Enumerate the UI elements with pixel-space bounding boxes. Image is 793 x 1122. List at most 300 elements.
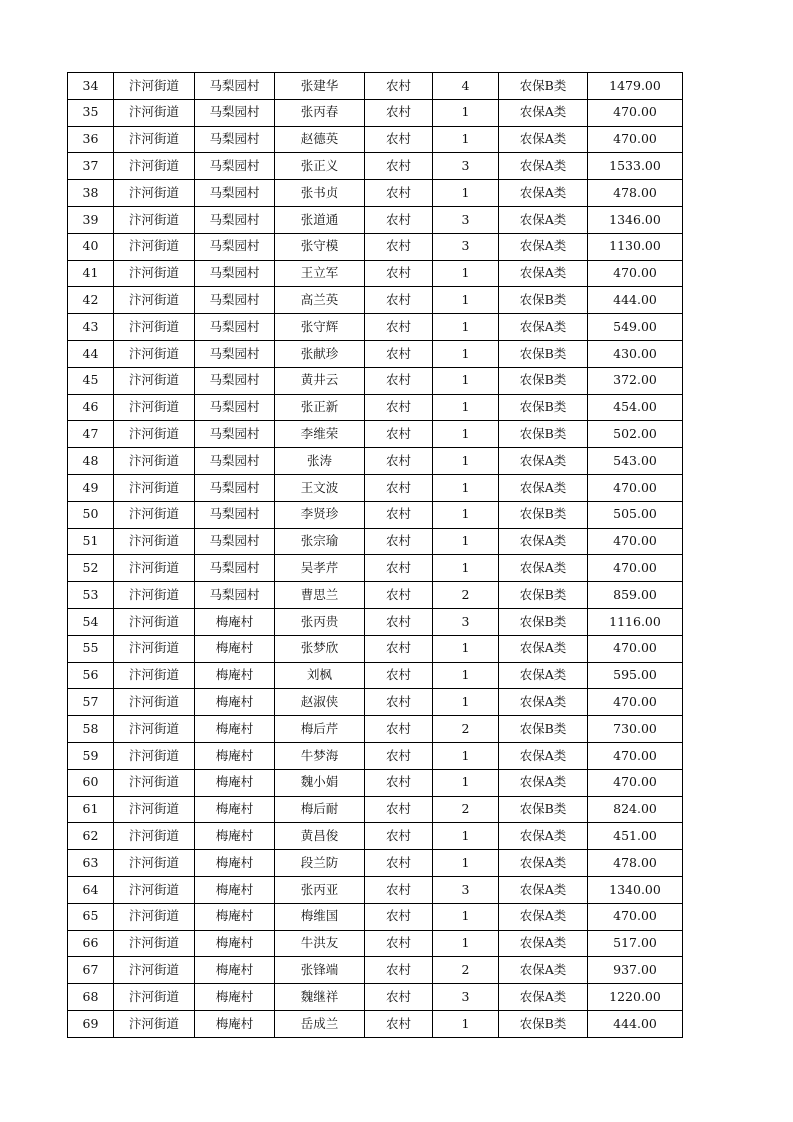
household-size-cell: 4 xyxy=(433,73,499,100)
household-type-cell: 农村 xyxy=(365,153,433,180)
monthly-amount-cell: 470.00 xyxy=(588,99,683,126)
assistance-category-cell: 农保B类 xyxy=(499,340,588,367)
village-cell: 梅庵村 xyxy=(195,689,275,716)
subdistrict-cell: 汴河街道 xyxy=(114,903,195,930)
household-size-cell: 1 xyxy=(433,448,499,475)
assistance-category-cell: 农保A类 xyxy=(499,742,588,769)
monthly-amount-cell: 451.00 xyxy=(588,823,683,850)
table-row xyxy=(68,180,683,207)
village-cell: 马梨园村 xyxy=(195,474,275,501)
household-size-cell: 2 xyxy=(433,957,499,984)
assistance-category-cell: 农保B类 xyxy=(499,367,588,394)
village-cell: 马梨园村 xyxy=(195,260,275,287)
household-size-cell: 1 xyxy=(433,689,499,716)
recipient-name-cell: 梅维国 xyxy=(275,903,365,930)
household-size-cell: 1 xyxy=(433,662,499,689)
row-number-cell: 40 xyxy=(68,233,114,260)
subdistrict-cell: 汴河街道 xyxy=(114,582,195,609)
row-number-cell: 43 xyxy=(68,314,114,341)
recipient-name-cell: 赵淑侠 xyxy=(275,689,365,716)
table-row xyxy=(68,314,683,341)
village-cell: 马梨园村 xyxy=(195,448,275,475)
recipient-name-cell: 黄井云 xyxy=(275,367,365,394)
household-type-cell: 农村 xyxy=(365,555,433,582)
household-size-cell: 3 xyxy=(433,153,499,180)
monthly-amount-cell: 430.00 xyxy=(588,340,683,367)
monthly-amount-cell: 372.00 xyxy=(588,367,683,394)
monthly-amount-cell: 505.00 xyxy=(588,501,683,528)
household-type-cell: 农村 xyxy=(365,957,433,984)
monthly-amount-cell: 730.00 xyxy=(588,716,683,743)
subdistrict-cell: 汴河街道 xyxy=(114,206,195,233)
row-number-cell: 63 xyxy=(68,850,114,877)
table-row xyxy=(68,126,683,153)
table-row xyxy=(68,823,683,850)
recipient-name-cell: 张宗瑜 xyxy=(275,528,365,555)
recipient-name-cell: 张建华 xyxy=(275,73,365,100)
table-row xyxy=(68,448,683,475)
village-cell: 马梨园村 xyxy=(195,287,275,314)
table-row xyxy=(68,73,683,100)
monthly-amount-cell: 470.00 xyxy=(588,689,683,716)
household-type-cell: 农村 xyxy=(365,99,433,126)
village-cell: 马梨园村 xyxy=(195,582,275,609)
village-cell: 梅庵村 xyxy=(195,796,275,823)
row-number-cell: 61 xyxy=(68,796,114,823)
row-number-cell: 47 xyxy=(68,421,114,448)
recipient-name-cell: 张梦欣 xyxy=(275,635,365,662)
row-number-cell: 37 xyxy=(68,153,114,180)
household-type-cell: 农村 xyxy=(365,206,433,233)
assistance-category-cell: 农保A类 xyxy=(499,126,588,153)
village-cell: 梅庵村 xyxy=(195,635,275,662)
table-row xyxy=(68,608,683,635)
household-type-cell: 农村 xyxy=(365,582,433,609)
subdistrict-cell: 汴河街道 xyxy=(114,99,195,126)
village-cell: 梅庵村 xyxy=(195,769,275,796)
household-type-cell: 农村 xyxy=(365,448,433,475)
recipient-name-cell: 张守辉 xyxy=(275,314,365,341)
subdistrict-cell: 汴河街道 xyxy=(114,367,195,394)
subdistrict-cell: 汴河街道 xyxy=(114,448,195,475)
household-size-cell: 1 xyxy=(433,850,499,877)
row-number-cell: 34 xyxy=(68,73,114,100)
assistance-category-cell: 农保A类 xyxy=(499,474,588,501)
assistance-category-cell: 农保A类 xyxy=(499,823,588,850)
recipient-name-cell: 吴孝芹 xyxy=(275,555,365,582)
subdistrict-cell: 汴河街道 xyxy=(114,635,195,662)
household-type-cell: 农村 xyxy=(365,180,433,207)
assistance-category-cell: 农保A类 xyxy=(499,555,588,582)
village-cell: 马梨园村 xyxy=(195,501,275,528)
village-cell: 梅庵村 xyxy=(195,742,275,769)
monthly-amount-cell: 502.00 xyxy=(588,421,683,448)
assistance-category-cell: 农保B类 xyxy=(499,796,588,823)
row-number-cell: 69 xyxy=(68,1010,114,1037)
monthly-amount-cell: 470.00 xyxy=(588,903,683,930)
row-number-cell: 48 xyxy=(68,448,114,475)
household-type-cell: 农村 xyxy=(365,501,433,528)
household-type-cell: 农村 xyxy=(365,340,433,367)
household-size-cell: 1 xyxy=(433,1010,499,1037)
assistance-category-cell: 农保A类 xyxy=(499,903,588,930)
village-cell: 梅庵村 xyxy=(195,876,275,903)
recipient-name-cell: 高兰英 xyxy=(275,287,365,314)
household-size-cell: 3 xyxy=(433,984,499,1011)
row-number-cell: 68 xyxy=(68,984,114,1011)
table-row xyxy=(68,153,683,180)
village-cell: 马梨园村 xyxy=(195,421,275,448)
table-row xyxy=(68,876,683,903)
row-number-cell: 36 xyxy=(68,126,114,153)
monthly-amount-cell: 824.00 xyxy=(588,796,683,823)
household-type-cell: 农村 xyxy=(365,796,433,823)
table-row xyxy=(68,662,683,689)
table-row xyxy=(68,930,683,957)
village-cell: 梅庵村 xyxy=(195,1010,275,1037)
household-size-cell: 1 xyxy=(433,930,499,957)
assistance-category-cell: 农保A类 xyxy=(499,314,588,341)
assistance-category-cell: 农保A类 xyxy=(499,99,588,126)
household-type-cell: 农村 xyxy=(365,528,433,555)
village-cell: 梅庵村 xyxy=(195,608,275,635)
household-type-cell: 农村 xyxy=(365,930,433,957)
household-size-cell: 1 xyxy=(433,287,499,314)
table-row xyxy=(68,555,683,582)
assistance-category-cell: 农保A类 xyxy=(499,180,588,207)
table-row xyxy=(68,394,683,421)
assistance-category-cell: 农保A类 xyxy=(499,984,588,1011)
recipient-name-cell: 张丙春 xyxy=(275,99,365,126)
row-number-cell: 54 xyxy=(68,608,114,635)
monthly-amount-cell: 859.00 xyxy=(588,582,683,609)
table-row xyxy=(68,850,683,877)
row-number-cell: 66 xyxy=(68,930,114,957)
village-cell: 马梨园村 xyxy=(195,180,275,207)
village-cell: 梅庵村 xyxy=(195,984,275,1011)
recipient-name-cell: 张守模 xyxy=(275,233,365,260)
assistance-category-cell: 农保A类 xyxy=(499,876,588,903)
household-type-cell: 农村 xyxy=(365,689,433,716)
household-size-cell: 1 xyxy=(433,260,499,287)
subdistrict-cell: 汴河街道 xyxy=(114,340,195,367)
recipient-name-cell: 张丙贵 xyxy=(275,608,365,635)
monthly-amount-cell: 1116.00 xyxy=(588,608,683,635)
monthly-amount-cell: 470.00 xyxy=(588,260,683,287)
recipient-name-cell: 梅后耐 xyxy=(275,796,365,823)
row-number-cell: 49 xyxy=(68,474,114,501)
subdistrict-cell: 汴河街道 xyxy=(114,73,195,100)
household-type-cell: 农村 xyxy=(365,984,433,1011)
recipient-name-cell: 岳成兰 xyxy=(275,1010,365,1037)
table-body xyxy=(68,73,683,1038)
row-number-cell: 60 xyxy=(68,769,114,796)
monthly-amount-cell: 444.00 xyxy=(588,287,683,314)
household-type-cell: 农村 xyxy=(365,769,433,796)
row-number-cell: 35 xyxy=(68,99,114,126)
subdistrict-cell: 汴河街道 xyxy=(114,662,195,689)
household-size-cell: 1 xyxy=(433,99,499,126)
household-size-cell: 3 xyxy=(433,608,499,635)
table-row xyxy=(68,742,683,769)
table-row xyxy=(68,233,683,260)
household-size-cell: 1 xyxy=(433,742,499,769)
household-size-cell: 2 xyxy=(433,796,499,823)
assistance-category-cell: 农保A类 xyxy=(499,930,588,957)
table-row xyxy=(68,582,683,609)
assistance-category-cell: 农保B类 xyxy=(499,716,588,743)
table-row xyxy=(68,474,683,501)
assistance-category-cell: 农保B类 xyxy=(499,582,588,609)
table-row xyxy=(68,287,683,314)
table-row xyxy=(68,796,683,823)
household-type-cell: 农村 xyxy=(365,742,433,769)
monthly-amount-cell: 937.00 xyxy=(588,957,683,984)
village-cell: 马梨园村 xyxy=(195,528,275,555)
monthly-amount-cell: 543.00 xyxy=(588,448,683,475)
row-number-cell: 65 xyxy=(68,903,114,930)
assistance-category-cell: 农保A类 xyxy=(499,153,588,180)
recipient-name-cell: 张锋端 xyxy=(275,957,365,984)
row-number-cell: 38 xyxy=(68,180,114,207)
household-type-cell: 农村 xyxy=(365,635,433,662)
subdistrict-cell: 汴河街道 xyxy=(114,260,195,287)
monthly-amount-cell: 470.00 xyxy=(588,474,683,501)
assistance-category-cell: 农保A类 xyxy=(499,662,588,689)
subdistrict-cell: 汴河街道 xyxy=(114,930,195,957)
assistance-category-cell: 农保B类 xyxy=(499,394,588,421)
household-type-cell: 农村 xyxy=(365,314,433,341)
monthly-amount-cell: 595.00 xyxy=(588,662,683,689)
monthly-amount-cell: 1479.00 xyxy=(588,73,683,100)
recipient-name-cell: 张道通 xyxy=(275,206,365,233)
subdistrict-cell: 汴河街道 xyxy=(114,394,195,421)
subdistrict-cell: 汴河街道 xyxy=(114,876,195,903)
assistance-category-cell: 农保A类 xyxy=(499,850,588,877)
recipient-name-cell: 刘枫 xyxy=(275,662,365,689)
household-size-cell: 1 xyxy=(433,823,499,850)
table-row xyxy=(68,957,683,984)
assistance-category-cell: 农保B类 xyxy=(499,73,588,100)
subdistrict-cell: 汴河街道 xyxy=(114,716,195,743)
household-type-cell: 农村 xyxy=(365,823,433,850)
table-row xyxy=(68,528,683,555)
household-size-cell: 3 xyxy=(433,206,499,233)
row-number-cell: 57 xyxy=(68,689,114,716)
table-row xyxy=(68,421,683,448)
village-cell: 梅庵村 xyxy=(195,823,275,850)
table-row xyxy=(68,716,683,743)
household-size-cell: 1 xyxy=(433,394,499,421)
row-number-cell: 53 xyxy=(68,582,114,609)
assistance-category-cell: 农保B类 xyxy=(499,1010,588,1037)
assistance-category-cell: 农保A类 xyxy=(499,448,588,475)
row-number-cell: 46 xyxy=(68,394,114,421)
monthly-amount-cell: 478.00 xyxy=(588,850,683,877)
row-number-cell: 67 xyxy=(68,957,114,984)
village-cell: 梅庵村 xyxy=(195,662,275,689)
monthly-amount-cell: 1130.00 xyxy=(588,233,683,260)
village-cell: 马梨园村 xyxy=(195,314,275,341)
table-row xyxy=(68,769,683,796)
household-type-cell: 农村 xyxy=(365,876,433,903)
household-type-cell: 农村 xyxy=(365,260,433,287)
household-type-cell: 农村 xyxy=(365,421,433,448)
assistance-category-cell: 农保B类 xyxy=(499,421,588,448)
household-size-cell: 2 xyxy=(433,582,499,609)
row-number-cell: 52 xyxy=(68,555,114,582)
monthly-amount-cell: 1220.00 xyxy=(588,984,683,1011)
subdistrict-cell: 汴河街道 xyxy=(114,608,195,635)
village-cell: 梅庵村 xyxy=(195,850,275,877)
table-row xyxy=(68,99,683,126)
table-row xyxy=(68,340,683,367)
monthly-amount-cell: 1533.00 xyxy=(588,153,683,180)
row-number-cell: 41 xyxy=(68,260,114,287)
row-number-cell: 64 xyxy=(68,876,114,903)
monthly-amount-cell: 478.00 xyxy=(588,180,683,207)
subdistrict-cell: 汴河街道 xyxy=(114,689,195,716)
subdistrict-cell: 汴河街道 xyxy=(114,153,195,180)
assistance-roster-table xyxy=(67,72,683,1038)
household-size-cell: 1 xyxy=(433,314,499,341)
village-cell: 马梨园村 xyxy=(195,233,275,260)
monthly-amount-cell: 454.00 xyxy=(588,394,683,421)
household-size-cell: 1 xyxy=(433,180,499,207)
household-type-cell: 农村 xyxy=(365,287,433,314)
household-size-cell: 1 xyxy=(433,126,499,153)
monthly-amount-cell: 517.00 xyxy=(588,930,683,957)
recipient-name-cell: 黄昌俊 xyxy=(275,823,365,850)
assistance-category-cell: 农保A类 xyxy=(499,528,588,555)
subdistrict-cell: 汴河街道 xyxy=(114,957,195,984)
row-number-cell: 45 xyxy=(68,367,114,394)
subdistrict-cell: 汴河街道 xyxy=(114,823,195,850)
monthly-amount-cell: 470.00 xyxy=(588,742,683,769)
household-type-cell: 农村 xyxy=(365,662,433,689)
recipient-name-cell: 李贤珍 xyxy=(275,501,365,528)
table-row xyxy=(68,260,683,287)
subdistrict-cell: 汴河街道 xyxy=(114,850,195,877)
table-row xyxy=(68,501,683,528)
recipient-name-cell: 张献珍 xyxy=(275,340,365,367)
household-size-cell: 1 xyxy=(433,528,499,555)
household-type-cell: 农村 xyxy=(365,1010,433,1037)
subdistrict-cell: 汴河街道 xyxy=(114,233,195,260)
recipient-name-cell: 张涛 xyxy=(275,448,365,475)
assistance-category-cell: 农保B类 xyxy=(499,287,588,314)
household-size-cell: 1 xyxy=(433,903,499,930)
household-size-cell: 3 xyxy=(433,233,499,260)
household-size-cell: 1 xyxy=(433,501,499,528)
household-type-cell: 农村 xyxy=(365,73,433,100)
assistance-category-cell: 农保A类 xyxy=(499,689,588,716)
assistance-category-cell: 农保A类 xyxy=(499,260,588,287)
subdistrict-cell: 汴河街道 xyxy=(114,984,195,1011)
household-type-cell: 农村 xyxy=(365,394,433,421)
village-cell: 马梨园村 xyxy=(195,340,275,367)
household-type-cell: 农村 xyxy=(365,608,433,635)
row-number-cell: 50 xyxy=(68,501,114,528)
recipient-name-cell: 张正新 xyxy=(275,394,365,421)
row-number-cell: 58 xyxy=(68,716,114,743)
recipient-name-cell: 曹思兰 xyxy=(275,582,365,609)
assistance-category-cell: 农保A类 xyxy=(499,635,588,662)
household-type-cell: 农村 xyxy=(365,233,433,260)
row-number-cell: 59 xyxy=(68,742,114,769)
household-size-cell: 1 xyxy=(433,635,499,662)
table-row xyxy=(68,635,683,662)
row-number-cell: 55 xyxy=(68,635,114,662)
recipient-name-cell: 段兰防 xyxy=(275,850,365,877)
subdistrict-cell: 汴河街道 xyxy=(114,180,195,207)
recipient-name-cell: 张正义 xyxy=(275,153,365,180)
monthly-amount-cell: 1346.00 xyxy=(588,206,683,233)
village-cell: 梅庵村 xyxy=(195,903,275,930)
household-size-cell: 2 xyxy=(433,716,499,743)
monthly-amount-cell: 444.00 xyxy=(588,1010,683,1037)
household-size-cell: 1 xyxy=(433,769,499,796)
village-cell: 梅庵村 xyxy=(195,957,275,984)
subdistrict-cell: 汴河街道 xyxy=(114,421,195,448)
subdistrict-cell: 汴河街道 xyxy=(114,126,195,153)
assistance-category-cell: 农保B类 xyxy=(499,608,588,635)
subdistrict-cell: 汴河街道 xyxy=(114,528,195,555)
row-number-cell: 42 xyxy=(68,287,114,314)
subdistrict-cell: 汴河街道 xyxy=(114,796,195,823)
table-row xyxy=(68,206,683,233)
household-type-cell: 农村 xyxy=(365,126,433,153)
row-number-cell: 44 xyxy=(68,340,114,367)
village-cell: 马梨园村 xyxy=(195,153,275,180)
village-cell: 马梨园村 xyxy=(195,206,275,233)
village-cell: 马梨园村 xyxy=(195,99,275,126)
recipient-name-cell: 牛洪友 xyxy=(275,930,365,957)
village-cell: 梅庵村 xyxy=(195,930,275,957)
household-type-cell: 农村 xyxy=(365,474,433,501)
household-size-cell: 1 xyxy=(433,474,499,501)
village-cell: 马梨园村 xyxy=(195,394,275,421)
monthly-amount-cell: 470.00 xyxy=(588,769,683,796)
recipient-name-cell: 王立军 xyxy=(275,260,365,287)
subdistrict-cell: 汴河街道 xyxy=(114,287,195,314)
monthly-amount-cell: 470.00 xyxy=(588,635,683,662)
assistance-category-cell: 农保B类 xyxy=(499,501,588,528)
household-size-cell: 3 xyxy=(433,876,499,903)
monthly-amount-cell: 470.00 xyxy=(588,528,683,555)
recipient-name-cell: 梅后芹 xyxy=(275,716,365,743)
village-cell: 梅庵村 xyxy=(195,716,275,743)
row-number-cell: 56 xyxy=(68,662,114,689)
table-row xyxy=(68,367,683,394)
household-type-cell: 农村 xyxy=(365,367,433,394)
household-size-cell: 1 xyxy=(433,555,499,582)
subdistrict-cell: 汴河街道 xyxy=(114,555,195,582)
table-row xyxy=(68,689,683,716)
assistance-category-cell: 农保A类 xyxy=(499,769,588,796)
household-size-cell: 1 xyxy=(433,367,499,394)
recipient-name-cell: 牛梦海 xyxy=(275,742,365,769)
monthly-amount-cell: 470.00 xyxy=(588,126,683,153)
household-type-cell: 农村 xyxy=(365,903,433,930)
monthly-amount-cell: 549.00 xyxy=(588,314,683,341)
table-row xyxy=(68,903,683,930)
table-row xyxy=(68,1010,683,1037)
village-cell: 马梨园村 xyxy=(195,73,275,100)
household-type-cell: 农村 xyxy=(365,716,433,743)
subdistrict-cell: 汴河街道 xyxy=(114,769,195,796)
recipient-name-cell: 王文波 xyxy=(275,474,365,501)
